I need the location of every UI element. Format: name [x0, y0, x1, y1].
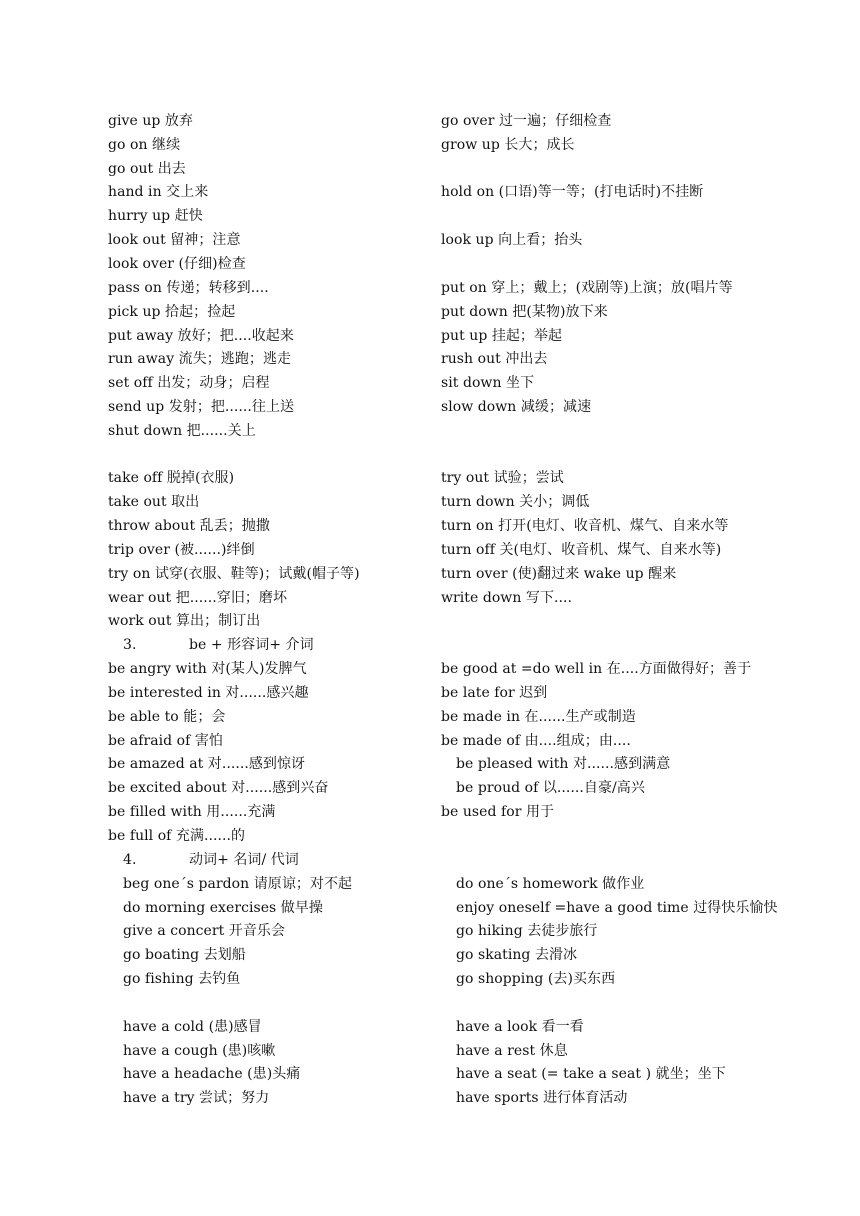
- phrase-entry: go shopping (去)买东西: [456, 971, 616, 987]
- phrase-entry: have a headache (患)头痛: [123, 1066, 301, 1082]
- section-number: 4.: [123, 852, 137, 868]
- phrase-entry: be interested in 对......感兴趣: [108, 685, 309, 701]
- phrase-entry: be good at =do well in 在....方面做得好；善于: [441, 661, 752, 677]
- phrase-entry: have a look 看一看: [456, 1019, 584, 1035]
- phrase-entry: be made in 在......生产或制造: [441, 709, 636, 725]
- phrase-entry: hold on (口语)等一等；(打电话时)不挂断: [441, 184, 704, 200]
- phrase-entry: go on 继续: [108, 137, 181, 153]
- phrase-entry: go fishing 去钓鱼: [123, 971, 241, 987]
- phrase-entry: turn on 打开(电灯、收音机、煤气、自来水等: [441, 518, 729, 534]
- phrase-entry: hurry up 赶快: [108, 208, 203, 224]
- phrase-entry: be used for 用于: [441, 804, 555, 820]
- phrase-entry: look over (仔细)检查: [108, 256, 246, 272]
- phrase-entry: grow up 长大；成长: [441, 137, 575, 153]
- phrase-entry: slow down 减缓；减速: [441, 399, 592, 415]
- section-title: be + 形容词+ 介词: [189, 637, 314, 653]
- phrase-entry: write down 写下....: [441, 590, 573, 606]
- phrase-entry: pick up 拾起；捡起: [108, 304, 236, 320]
- phrase-entry: be angry with 对(某人)发脾气: [108, 661, 307, 677]
- phrase-entry: be afraid of 害怕: [108, 733, 223, 749]
- phrase-entry: be amazed at 对......感到惊讶: [108, 756, 306, 772]
- phrase-entry: try out 试验；尝试: [441, 470, 564, 486]
- phrase-entry: have a cough (患)咳嗽: [123, 1043, 276, 1059]
- phrase-entry: work out 算出；制订出: [108, 613, 261, 629]
- phrase-entry: have a rest 休息: [456, 1043, 568, 1059]
- phrase-entry: have a try 尝试；努力: [123, 1090, 270, 1106]
- section-title: 动词+ 名词/ 代词: [189, 852, 299, 868]
- phrase-entry: be full of 充满......的: [108, 828, 246, 844]
- phrase-entry: take off 脱掉(衣服): [108, 470, 235, 486]
- phrase-entry: go over 过一遍；仔细检查: [441, 113, 612, 129]
- phrase-entry: sit down 坐下: [441, 375, 535, 391]
- phrase-entry: have sports 进行体育活动: [456, 1090, 628, 1106]
- phrase-entry: have a seat (= take a seat ) 就坐；坐下: [456, 1066, 726, 1082]
- phrase-entry: take out 取出: [108, 494, 200, 510]
- phrase-entry: be filled with 用......充满: [108, 804, 276, 820]
- phrase-entry: give up 放弃: [108, 113, 194, 129]
- phrase-entry: go boating 去划船: [123, 947, 246, 963]
- phrase-entry: set off 出发；动身；启程: [108, 375, 270, 391]
- phrase-entry: beg one´s pardon 请原谅；对不起: [123, 876, 353, 892]
- phrase-entry: rush out 冲出去: [441, 351, 548, 367]
- phrase-entry: turn off 关(电灯、收音机、煤气、自来水等): [441, 542, 722, 558]
- phrase-entry: pass on 传递；转移到....: [108, 280, 269, 296]
- phrase-entry: enjoy oneself =have a good time 过得快乐愉快: [456, 900, 778, 916]
- phrase-entry: put up 挂起；举起: [441, 328, 563, 344]
- phrase-entry: go out 出去: [108, 161, 186, 177]
- phrase-entry: go hiking 去徒步旅行: [456, 923, 598, 939]
- phrase-entry: be pleased with 对......感到满意: [456, 756, 671, 772]
- phrase-entry: be proud of 以......自豪/高兴: [456, 780, 645, 796]
- phrase-entry: trip over (被......)绊倒: [108, 542, 255, 558]
- phrase-entry: run away 流失；逃跑；逃走: [108, 351, 292, 367]
- phrase-entry: go skating 去滑冰: [456, 947, 578, 963]
- phrase-entry: look out 留神；注意: [108, 232, 241, 248]
- phrase-entry: send up 发射；把......往上送: [108, 399, 295, 415]
- phrase-entry: try on 试穿(衣服、鞋等)；试戴(帽子等): [108, 566, 360, 582]
- phrase-entry: put on 穿上；戴上；(戏剧等)上演；放(唱片等: [441, 280, 733, 296]
- phrase-entry: put away 放好；把....收起来: [108, 328, 294, 344]
- phrase-entry: be excited about 对......感到兴奋: [108, 780, 329, 796]
- phrase-entry: be late for 迟到: [441, 685, 548, 701]
- phrase-entry: be made of 由....组成；由....: [441, 733, 631, 749]
- phrase-entry: hand in 交上来: [108, 184, 209, 200]
- phrase-entry: be able to 能；会: [108, 709, 226, 725]
- section-number: 3.: [123, 637, 137, 653]
- phrase-entry: throw about 乱丢；抛撒: [108, 518, 270, 534]
- phrase-entry: give a concert 开音乐会: [123, 923, 286, 939]
- phrase-entry: turn over (使)翻过来 wake up 醒来: [441, 566, 677, 582]
- phrase-entry: wear out 把......穿旧；磨坏: [108, 590, 288, 606]
- phrase-entry: have a cold (患)感冒: [123, 1019, 262, 1035]
- phrase-entry: put down 把(某物)放下来: [441, 304, 608, 320]
- phrase-entry: do morning exercises 做早操: [123, 900, 323, 916]
- phrase-entry: turn down 关小；调低: [441, 494, 590, 510]
- phrase-entry: do one´s homework 做作业: [456, 876, 645, 892]
- phrase-entry: look up 向上看；抬头: [441, 232, 583, 248]
- phrase-entry: shut down 把......关上: [108, 423, 256, 439]
